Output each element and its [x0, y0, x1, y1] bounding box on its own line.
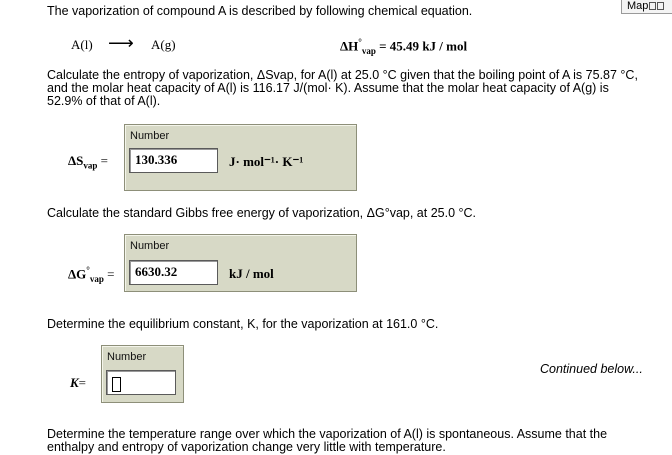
intro-text: The vaporization of compound A is described by following chemical equation.: [47, 4, 473, 18]
map-grid-icon: [649, 2, 656, 10]
map-grid-icon: [657, 2, 664, 10]
gibbs-variable-label: [68, 265, 114, 284]
dh-symbol: ΔH: [340, 38, 359, 54]
gibbs-answer-input[interactable]: 6630.32: [129, 260, 218, 285]
question-gibbs: Calculate the standard Gibbs free energy of vaporization, ΔG°vap, at 25.0 °C.: [47, 206, 476, 220]
number-label: Number: [130, 130, 170, 142]
text-cursor-icon: [112, 377, 121, 392]
dg-symbol: ΔG: [68, 266, 87, 282]
dg-degree: °: [86, 265, 90, 275]
map-label: Map: [627, 0, 649, 12]
k-symbol: K: [70, 375, 79, 390]
ds-symbol: ΔS: [68, 153, 84, 168]
dh-unit: kJ / mol: [422, 38, 468, 54]
question-entropy: Calculate the entropy of vaporization, ΔSvap, for A(l) at 25.0 °C given that the boiling point of A is 75.87 °C, and the molar heat capacity of A(l) is 116.17 J/(mol· K). Assume that the molar heat capacity of A(g) is 52.9% of that of A(l).: [47, 68, 638, 108]
equals-sign: =: [100, 153, 108, 168]
dh-subscript: vap: [361, 45, 376, 56]
continued-note: Continued below...: [540, 362, 643, 376]
dg-subscript: vap: [89, 273, 104, 284]
enthalpy-of-vaporization: [340, 37, 467, 56]
entropy-answer-input[interactable]: 130.336: [129, 148, 218, 173]
dh-value: = 45.49: [379, 38, 420, 54]
map-button[interactable]: [621, 0, 672, 14]
equation-product: A(g): [151, 37, 176, 52]
equation-reactant: A(l): [71, 37, 93, 52]
number-label: Number: [107, 351, 147, 363]
entropy-unit: J· mol⁻¹· K⁻¹: [229, 154, 304, 169]
question-temperature-range: Determine the temperature range over which the vaporization of A(l) is spontaneous. Assume that the enthalpy and entropy of vaporization change very little with temperature.: [47, 427, 608, 454]
question-equilibrium: Determine the equilibrium constant, K, for the vaporization at 161.0 °C.: [47, 317, 439, 331]
entropy-variable-label: [68, 153, 108, 171]
equals-sign: =: [107, 266, 115, 282]
k-variable-label: [70, 375, 86, 391]
equals-sign: =: [78, 375, 87, 390]
gibbs-unit: kJ / mol: [229, 266, 274, 281]
number-label: Number: [130, 240, 170, 252]
k-answer-input[interactable]: [106, 370, 176, 395]
ds-subscript: vap: [83, 160, 98, 171]
dh-degree: °: [358, 37, 362, 47]
reaction-arrow: ⟶: [108, 33, 134, 53]
